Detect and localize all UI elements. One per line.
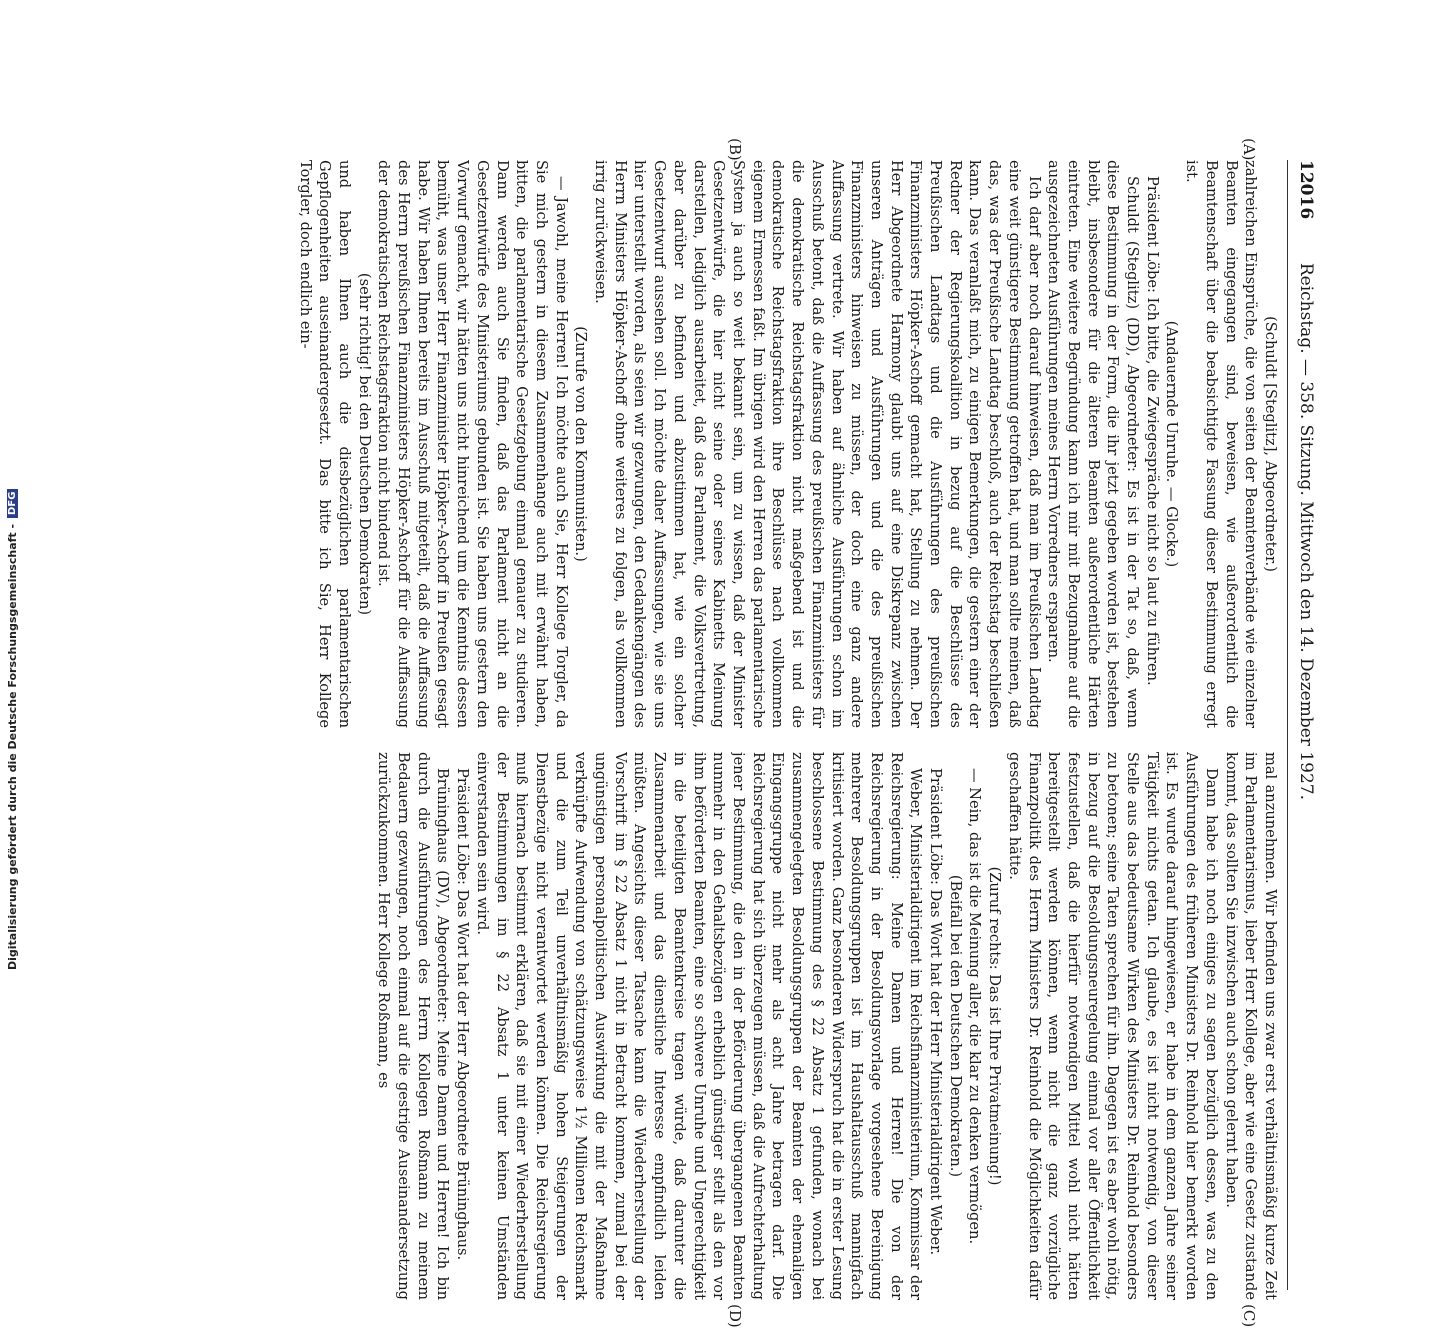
header-rule [1287, 160, 1288, 1290]
interjection: (Andauernde Unruhe. — Glocke.) [1163, 320, 1181, 568]
interjection: (Beifall bei den Deutschen Demokraten.) [946, 874, 964, 1178]
interjection: (sehr richtig! bei den Deutschen Demokraten) [355, 272, 373, 616]
president-remark: Präsident Löbe: Das Wort hat der Herr Abgeordnete Brüninghaus. [454, 768, 472, 1261]
president-remark: Präsident Löbe: Ich bitte, die Zwiegespräche nicht so laut zu führen. [1143, 176, 1161, 686]
interjection: (Zurufe von den Kommunisten.) [572, 326, 590, 562]
speech-paragraph: Schuldt (Steglitz) (DD), Abgeordneter: Es ist in der Tat so, daß, wenn diese Bestimmung in der Form, die ihr jetzt gegeben worden ist, bestehen bleibt, insbesondere für die älteren Beamten außerordentliche Härten eintreten. Eine weitere Begründung kann ich mir mit Bezugnahme auf die ausgezeichneten Ausführungen meines Herrn Vorredners ersparen. [1045, 160, 1142, 728]
margin-mark-b: (B) [726, 138, 744, 161]
margin-mark-c: (C) [1240, 1304, 1258, 1328]
speaker-continuation: (Schuldt [Steglitz], Abgeordneter.) [1262, 316, 1279, 572]
margin-mark-a: (A) [1240, 138, 1258, 161]
left-column [170, 160, 1280, 728]
footer-text: Digitalisierung gefördert durch die Deutsche Forschungsgemeinschaft - [6, 523, 19, 970]
speech-paragraph: Weber, Ministerialdirigent im Reichsfinanzministerium, Kommissar der Reichsregierung: Meine Damen und Herren! Die von der Reichsregierung in der Besoldungsvorlage vorgesehene Bereinigung mehrerer Besoldungsgruppen ist im Haushaltausschuß mannigfach kritisiert worden. Ganz besonderen Widerspruch hat die in erster Lesung beschlossene Bestimmung des § 22 Absatz 1 gefunden, wonach bei zusammengelegten Besoldungsgruppen der Beamten der ehemaligen Eingangsgruppe nicht mehr als acht Jahre betragen darf. Die Reichsregierung hat sich überzeugen müssen, daß die Aufrechterhaltung jener Bestimmung, die den in der Beförderung übergangenen Beamten nunmehr in den Gehaltsbezügen erheblich günstiger stellt als den vor ihm beförderten Beamten, eine so schwere Unruhe und Ungerechtigkeit in die beteiligten Beamtenkreise tragen würde, daß darunter die Zusammenarbeit und das dienstliche Interesse empfindlich leiden müßten. Angesichts dieser Tatsache kann die Wiederherstellung der Vorschrift im § 22 Absatz 1 nicht in Betracht kommen, zumal bei der ungünstigen personalpolitischen Auswirkung die mit der Maßnahme verknüpfte Aufwendung von schätzungsweise 1½ Millionen Reichsmark und die zum Teil unverhältnismäßig hohen Steigerungen der Dienstbezüge nicht verantwortet werden können. Die Reichsregierung muß hiernach bestimmt erklären, daß sie mit einer Wiederherstellung der Bestimmungen im § 22 Absatz 1 unter keinen Umständen einverstanden sein wird. [473, 752, 925, 1300]
speech-paragraph: — Jawohl, meine Herren! Ich möchte auch Sie, Herr Kollege Torgler, da Sie mich gestern in diesem Zusammenhange auch mit erwähnt haben, bitten, die parlamentarische Gesetzgebung einmal genauer zu studieren. Dann werden auch Sie finden, daß das Parlament nicht an die Gesetzentwürfe des Ministeriums gebunden ist. Sie haben uns gestern den Vorwurf gemacht, wir hätten uns nicht hinreichend um die Kenntnis dessen bemüht, was unser Herr Finanzminister Höpker-Aschoff in Preußen gesagt habe. Wir haben Ihnen bereits im Ausschuß mitgeteilt, daß die Auffassung des Herrn preußischen Finanzministers Höpker-Aschoff für die Auffassung der demokratischen Reichstagsfraktion nicht bindend ist. [375, 160, 570, 728]
dfg-logo-icon: DFG [7, 489, 18, 518]
speech-paragraph: Brüninghaus (DV), Abgeordneter: Meine Damen und Herren! Ich bin durch die Ausführungen des Herrn Kollegen Roßmann zu meinem Bedauern gezwungen, noch einmal auf die gestrige Auseinandersetzung zurückzukommen. Herr Kollege Roßmann, es [375, 752, 452, 1300]
right-column [170, 752, 1280, 1300]
margin-mark-d: (D) [726, 1304, 744, 1328]
speech-paragraph: — Nein, das ist die Meinung aller, die klar zu denken vermögen. [966, 768, 984, 1245]
speech-paragraph: und haben Ihnen auch die diesbezüglichen parlamentarischen Gepflogenheiten auseinandergesetzt. Das bitte ich Sie, Herr Kollege Torgler, doch endlich ein- [296, 160, 353, 728]
speech-paragraph: mal anzunehmen. Wir befinden uns zwar erst verhältnismäßig kurze Zeit im Parlamentarismus, lieber Herr Kollege, aber wie eine Gesetz zustande kommt, das sollten Sie inzwischen auch schon gelernt haben. [1222, 752, 1279, 1300]
interjection: (Zuruf rechts: Das ist Ihre Privatmeinung!) [986, 866, 1004, 1186]
page-number: 12016 [1296, 160, 1316, 220]
digitization-footer [6, 0, 32, 970]
header-title: Reichstag. — 358. Sitzung. Mittwoch den 14. Dezember 1927. [1296, 262, 1316, 800]
president-remark: Präsident Löbe: Das Wort hat der Herr Ministerialdirigent Weber. [927, 768, 945, 1256]
speech-paragraph: Ich darf aber noch darauf hinweisen, daß man im Preußischen Landtag eine weit günstigere Bestimmung getroffen hat, und man sollte meinen, daß das, was der Preußische Landtag beschloß, auch der Reichstag beschließen kann. Das veranlaßt mich, zu einigen Bemerkungen, die gestern einer der Redner der Regierungskoalition in bezug auf die Beschlüsse des Preußischen Landtags und die Ausführungen des preußischen Finanzministers Höpker-Aschoff gemacht hat, Stellung zu nehmen. Der Herr Abgeordnete Harmony glaubt uns auf eine Diskrepanz zwischen unseren Anträgen und Ausführungen und die des preußischen Finanzministers hinweisen zu müssen, der doch eine ganz andere Auffassung vertrete. Wir haben auf ähnliche Ausführungen schon im Ausschuß betont, daß die Auffassung des preußischen Finanzministers für die demokratische Reichstagsfraktion nicht maßgebend ist und die demokratische Reichstagsfraktion ihre Beschlüsse nach vollkommen eigenem Ermessen faßt. Im übrigen wird den Herren das parlamentarische System ja auch so weit bekannt sein, um zu wissen, daß der Minister Gesetzentwürfe, die hier nicht seine oder seines Kabinetts Meinung darstellen, lediglich ausarbeitet, daß das Parlament, die Volksvertretung, aber darüber zu befinden und abzustimmen hat, wie ein solcher Gesetzentwurf aussehen soll. Ich möchte daher Auffassungen, wie sie uns hier unterstellt worden, als seien wir gezwungen, den Gedankengängen des Herrn Ministers Höpker-Aschoff ohne weiteres zu folgen, als vollkommen irrig zurückweisen. [592, 160, 1043, 728]
speech-paragraph: Dann habe ich noch einiges zu sagen bezüglich dessen, was zu den Ausführungen des früheren Ministers Dr. Reinhold hier bemerkt worden ist. Es wurde darauf hingewiesen, er habe in dem ganzen Jahre seiner Tätigkeit nichts getan. Ich glaube, es ist nicht notwendig, von dieser Stelle aus das bedeutsame Wirken des Ministers Dr. Reinhold besonders zu betonen; seine Taten sprechen für ihn. Dagegen ist es aber wohl nötig, in bezug auf die Besoldungsneuregelung einmal vor aller Öffentlichkeit festzustellen, daß die hierfür notwendigen Mittel wohl nicht hätten bereitgestellt werden können, wenn nicht die ganz vorzügliche Finanzpolitik des Herrn Ministers Dr. Reinhold die Möglichkeiten dafür geschaffen hätte. [1005, 752, 1220, 1300]
running-header [1290, 160, 1316, 800]
paragraph: zahlreichen Einsprüche, die von seiten der Beamtenverbände wie einzelner Beamten eingegangen sind, beweisen, wie außerordentlich die Beamtenschaft über die beabsichtigte Fassung dieser Bestimmung erregt ist. [1183, 160, 1260, 728]
